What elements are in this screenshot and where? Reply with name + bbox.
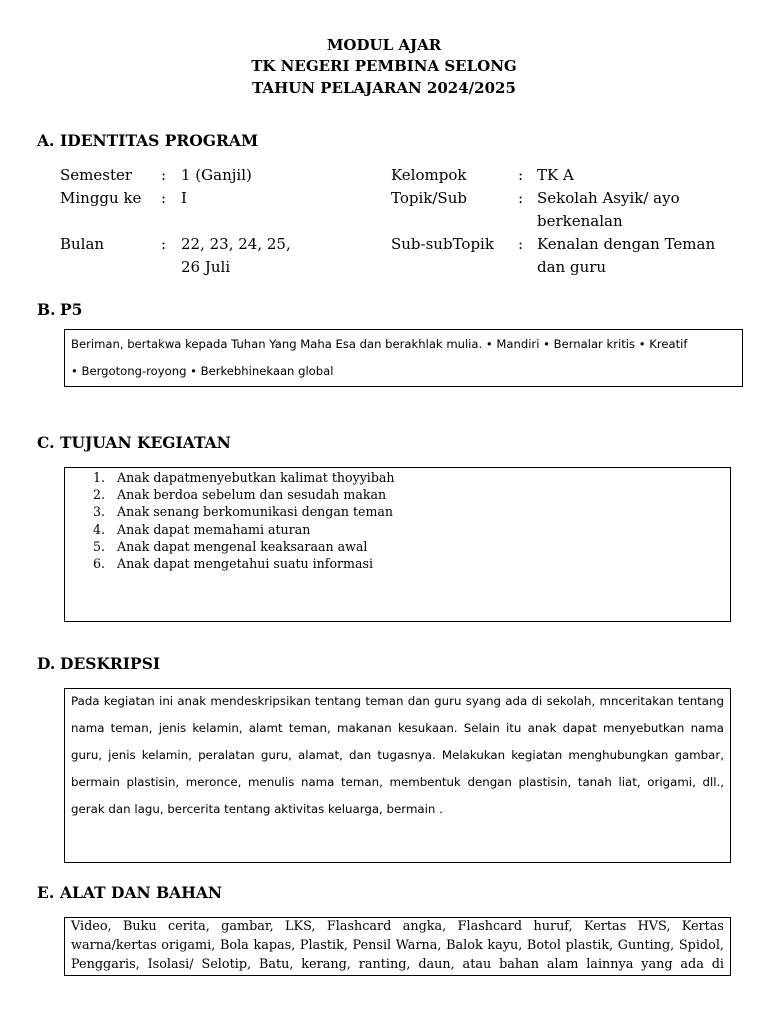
colon: : <box>161 235 167 253</box>
section-heading-tujuan <box>37 433 231 452</box>
bulan-label: Bulan <box>60 235 105 253</box>
p5-line-1: Beriman, bertakwa kepada Tuhan Yang Maha Esa dan berakhlak mulia. • Mandiri • Bernalar kritis • Kreatif <box>71 337 688 351</box>
section-letter: E. <box>37 883 55 902</box>
section-title: TUJUAN KEGIATAN <box>60 433 231 452</box>
subtopik-value-line1: Kenalan dengan Teman <box>537 235 716 253</box>
topik-value-line1: Sekolah Asyik/ ayo <box>537 189 680 207</box>
topik-value-line2: berkenalan <box>537 212 623 230</box>
alat-box <box>64 917 731 976</box>
list-item: 5. Anak dapat mengenal keaksaraan awal <box>93 538 368 554</box>
academic-year: TAHUN PELAJARAN 2024/2025 <box>252 79 516 97</box>
minggu-label: Minggu ke <box>60 189 142 207</box>
colon: : <box>518 166 524 184</box>
colon: : <box>161 189 167 207</box>
document-title: MODUL AJAR <box>326 36 442 54</box>
section-heading-identitas <box>37 131 258 150</box>
section-title: DESKRIPSI <box>60 654 161 673</box>
section-letter: B. <box>37 300 56 319</box>
colon: : <box>518 189 524 207</box>
p5-line-2: • Bergotong-royong • Berkebhinekaan global <box>71 364 334 378</box>
semester-value: 1 (Ganjil) <box>181 166 252 184</box>
deskripsi-text: Pada kegiatan ini anak mendeskripsikan tentang teman dan guru syang ada di sekolah, mnceritakan tentang nama teman, jenis kelamin, alamt teman, makanan kesukaan. Selain itu anak dapat menyebutkan nama guru, jenis kelamin, peralatan guru, alamat, dan tugasnya. Melakukan kegiatan menghubungkan gambar, bermain plastisin, meronce, menulis nama teman, membentuk dengan plastisin, tanah liat, origami, dll., gerak dan lagu, bercerita tentang aktivitas keluarga, bermain . <box>71 694 724 816</box>
section-letter: D. <box>37 654 56 673</box>
list-item: 6. Anak dapat mengetahui suatu informasi <box>93 556 373 572</box>
list-item: 2. Anak berdoa sebelum dan sesudah makan <box>93 487 387 503</box>
bulan-value-line2: 26 Juli <box>181 258 231 276</box>
p5-box <box>64 329 743 387</box>
subtopik-label: Sub-subTopik <box>391 235 494 253</box>
kelompok-label: Kelompok <box>391 166 467 184</box>
topik-label: Topik/Sub <box>391 189 467 207</box>
deskripsi-box <box>64 688 731 863</box>
goal-list <box>93 469 395 572</box>
section-title: P5 <box>60 300 83 319</box>
minggu-value: I <box>181 189 187 207</box>
colon: : <box>161 166 167 184</box>
subtopik-value-line2: dan guru <box>537 258 607 276</box>
colon: : <box>518 235 524 253</box>
bulan-value-line1: 22, 23, 24, 25, <box>181 235 291 253</box>
section-letter: C. <box>37 433 55 452</box>
school-name: TK NEGERI PEMBINA SELONG <box>251 57 517 75</box>
kelompok-value: TK A <box>537 166 574 184</box>
alat-text: Video, Buku cerita, gambar, LKS, Flashcard angka, Flashcard huruf, Kertas HVS, Kertas warna/kertas origami, Bola kapas, Plastik, Pensil Warna, Balok kayu, Botol plastik, Gunting, Spidol, Penggaris, Isolasi/ Selotip, Batu, kerang, ranting, daun, atau bahan alam lainnya yang ada di <box>71 919 724 972</box>
p5-text <box>65 331 742 385</box>
semester-label: Semester <box>60 166 133 184</box>
section-heading-alat <box>37 883 222 902</box>
tujuan-box <box>64 467 731 622</box>
section-title: ALAT DAN BAHAN <box>60 883 223 902</box>
list-item: 3. Anak senang berkomunikasi dengan teman <box>93 504 394 520</box>
section-letter: A. <box>37 131 55 150</box>
section-title: IDENTITAS PROGRAM <box>60 131 259 150</box>
list-item: 1. Anak dapatmenyebutkan kalimat thoyyibah <box>93 470 395 485</box>
section-heading-deskripsi <box>37 654 160 673</box>
list-item: 4. Anak dapat memahami aturan <box>93 521 311 537</box>
section-heading-p5 <box>37 300 82 319</box>
